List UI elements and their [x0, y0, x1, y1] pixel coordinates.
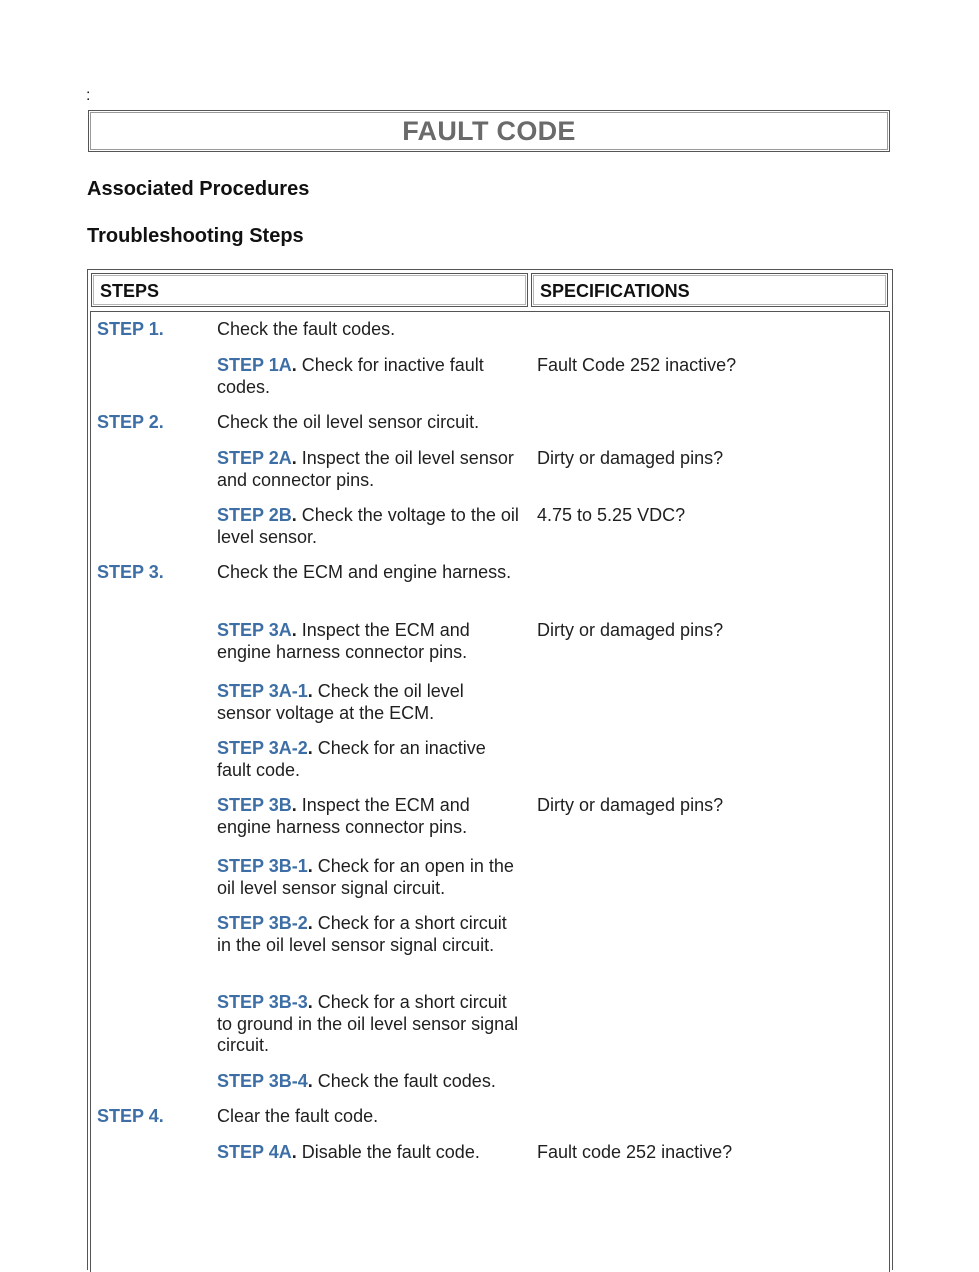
substep-label: STEP 3B-2	[217, 913, 308, 933]
troubleshooting-steps-heading: Troubleshooting Steps	[87, 225, 304, 247]
substep-text: Check for a short circuit to ground in the oil level sensor signal circuit.	[217, 992, 519, 1055]
substep-description	[217, 1071, 537, 1093]
substep-dot: .	[307, 992, 313, 1012]
substep-label: STEP 2B	[217, 505, 292, 525]
substep-description	[217, 355, 522, 398]
substep-text: Inspect the oil level sensor and connector pins.	[217, 448, 514, 490]
substep-label: STEP 3A-2	[217, 738, 308, 758]
page-colon: :	[86, 87, 91, 104]
substep-description	[217, 992, 522, 1057]
substep-description	[217, 1142, 522, 1164]
header-steps: STEPS	[91, 273, 528, 307]
substep-dot: .	[291, 620, 297, 640]
substep-dot: .	[291, 795, 297, 815]
substep-label: STEP 3B-4	[217, 1071, 308, 1091]
substep-label: STEP 3B-1	[217, 856, 308, 876]
substep-text: Check for a short circuit in the oil level sensor signal circuit.	[217, 913, 507, 955]
step-description: Check the oil level sensor circuit.	[217, 412, 480, 432]
substep-label: STEP 3A	[217, 620, 292, 640]
header-specifications: SPECIFICATIONS	[531, 273, 888, 307]
substep-description	[217, 913, 522, 956]
substep-text: Inspect the ECM and engine harness connector pins.	[217, 620, 470, 662]
substep-description	[217, 795, 522, 838]
substep-label: STEP 4A	[217, 1142, 292, 1162]
step-number: STEP 4.	[97, 1106, 164, 1126]
substep-dot: .	[291, 355, 297, 375]
substep-dot: .	[307, 738, 313, 758]
substep-dot: .	[307, 856, 313, 876]
specification: Dirty or damaged pins?	[537, 795, 724, 815]
substep-description	[217, 738, 522, 781]
substep-text: Check the fault codes.	[312, 1071, 496, 1091]
substep-text: Check for an inactive fault code.	[217, 738, 486, 780]
substep-description	[217, 448, 522, 491]
specification: Dirty or damaged pins?	[537, 620, 724, 640]
substep-text: Disable the fault code.	[296, 1142, 480, 1162]
step-description: Check the ECM and engine harness.	[217, 562, 512, 582]
step-description: Check the fault codes.	[217, 319, 396, 339]
substep-label: STEP 1A	[217, 355, 292, 375]
substep-dot: .	[307, 913, 313, 933]
substep-dot: .	[291, 505, 297, 525]
substep-label: STEP 3B	[217, 795, 292, 815]
specification: 4.75 to 5.25 VDC?	[537, 505, 686, 525]
substep-text: Check for inactive fault codes.	[217, 355, 484, 397]
associated-procedures-heading: Associated Procedures	[87, 178, 310, 200]
substep-description	[217, 505, 522, 548]
substep-text: Inspect the ECM and engine harness connector pins.	[217, 795, 470, 837]
substep-description	[217, 620, 522, 663]
title-box	[88, 110, 890, 152]
substep-label: STEP 3A-1	[217, 681, 308, 701]
substep-text: Check for an open in the oil level sensor signal circuit.	[217, 856, 514, 898]
substep-label: STEP 2A	[217, 448, 292, 468]
specification: Dirty or damaged pins?	[537, 448, 724, 468]
substep-dot: .	[291, 448, 297, 468]
step-number: STEP 3.	[97, 562, 164, 582]
substep-description	[217, 681, 522, 724]
step-number: STEP 1.	[97, 319, 164, 339]
substep-text: Check the voltage to the oil level sensor.	[217, 505, 519, 547]
specification: Fault code 252 inactive?	[537, 1142, 733, 1162]
page-title: FAULT CODE	[402, 115, 576, 146]
step-number: STEP 2.	[97, 412, 164, 432]
substep-text: Check the oil level sensor voltage at the ECM.	[217, 681, 464, 723]
specification: Fault Code 252 inactive?	[537, 355, 737, 375]
substep-dot: .	[291, 1142, 297, 1162]
substep-dot: .	[307, 681, 313, 701]
substep-description	[217, 856, 522, 899]
step-description: Clear the fault code.	[217, 1106, 379, 1126]
substep-label: STEP 3B-3	[217, 992, 308, 1012]
substep-dot: .	[307, 1071, 313, 1091]
